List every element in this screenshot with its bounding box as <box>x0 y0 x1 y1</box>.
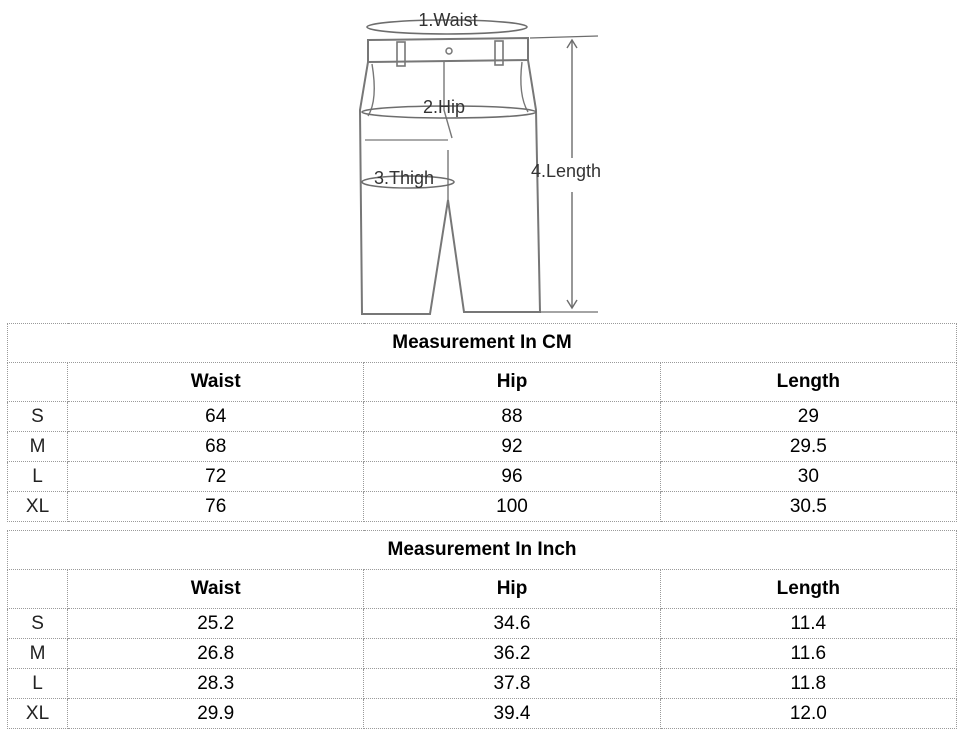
hip-cell: 39.4 <box>364 699 660 729</box>
column-header-waist: Waist <box>68 570 364 609</box>
size-cell: S <box>8 609 68 639</box>
length-cell: 11.4 <box>660 609 956 639</box>
waist-cell: 28.3 <box>68 669 364 699</box>
hip-cell: 36.2 <box>364 639 660 669</box>
column-header-size <box>8 570 68 609</box>
length-cell: 11.8 <box>660 669 956 699</box>
hip-cell: 88 <box>364 402 660 432</box>
measurement-table-inch <box>7 530 957 729</box>
waist-cell: 26.8 <box>68 639 364 669</box>
table-row <box>8 462 957 492</box>
table-header-row <box>8 363 957 402</box>
table-row <box>8 432 957 462</box>
table-row <box>8 402 957 432</box>
waist-cell: 64 <box>68 402 364 432</box>
shorts-measurement-diagram <box>0 0 962 322</box>
column-header-length: Length <box>660 570 956 609</box>
thigh-label: 3.Thigh <box>373 168 435 188</box>
table-title: Measurement In CM <box>8 324 957 363</box>
column-header-hip: Hip <box>364 570 660 609</box>
length-cell: 30.5 <box>660 492 956 522</box>
size-cell: S <box>8 402 68 432</box>
waist-cell: 72 <box>68 462 364 492</box>
size-cell: L <box>8 669 68 699</box>
length-cell: 29 <box>660 402 956 432</box>
waist-cell: 68 <box>68 432 364 462</box>
table-row <box>8 699 957 729</box>
table-row <box>8 639 957 669</box>
column-header-waist: Waist <box>68 363 364 402</box>
waist-cell: 29.9 <box>68 699 364 729</box>
length-cell: 11.6 <box>660 639 956 669</box>
waist-cell: 76 <box>68 492 364 522</box>
size-cell: L <box>8 462 68 492</box>
column-header-hip: Hip <box>364 363 660 402</box>
length-label: 4.Length <box>530 161 602 181</box>
waist-label: 1.Waist <box>418 10 478 30</box>
column-header-length: Length <box>660 363 956 402</box>
size-cell: XL <box>8 492 68 522</box>
hip-cell: 37.8 <box>364 669 660 699</box>
hip-cell: 92 <box>364 432 660 462</box>
table-header-row <box>8 570 957 609</box>
table-row <box>8 492 957 522</box>
table-row <box>8 609 957 639</box>
table-row <box>8 669 957 699</box>
hip-label: 2.Hip <box>422 97 466 117</box>
size-cell: XL <box>8 699 68 729</box>
length-cell: 29.5 <box>660 432 956 462</box>
table-title-row <box>8 324 957 363</box>
waist-cell: 25.2 <box>68 609 364 639</box>
table-title: Measurement In Inch <box>8 531 957 570</box>
length-cell: 30 <box>660 462 956 492</box>
hip-cell: 34.6 <box>364 609 660 639</box>
table-title-row <box>8 531 957 570</box>
hip-cell: 96 <box>364 462 660 492</box>
column-header-size <box>8 363 68 402</box>
length-cell: 12.0 <box>660 699 956 729</box>
size-cell: M <box>8 639 68 669</box>
hip-cell: 100 <box>364 492 660 522</box>
measurement-table-cm <box>7 323 957 522</box>
size-cell: M <box>8 432 68 462</box>
